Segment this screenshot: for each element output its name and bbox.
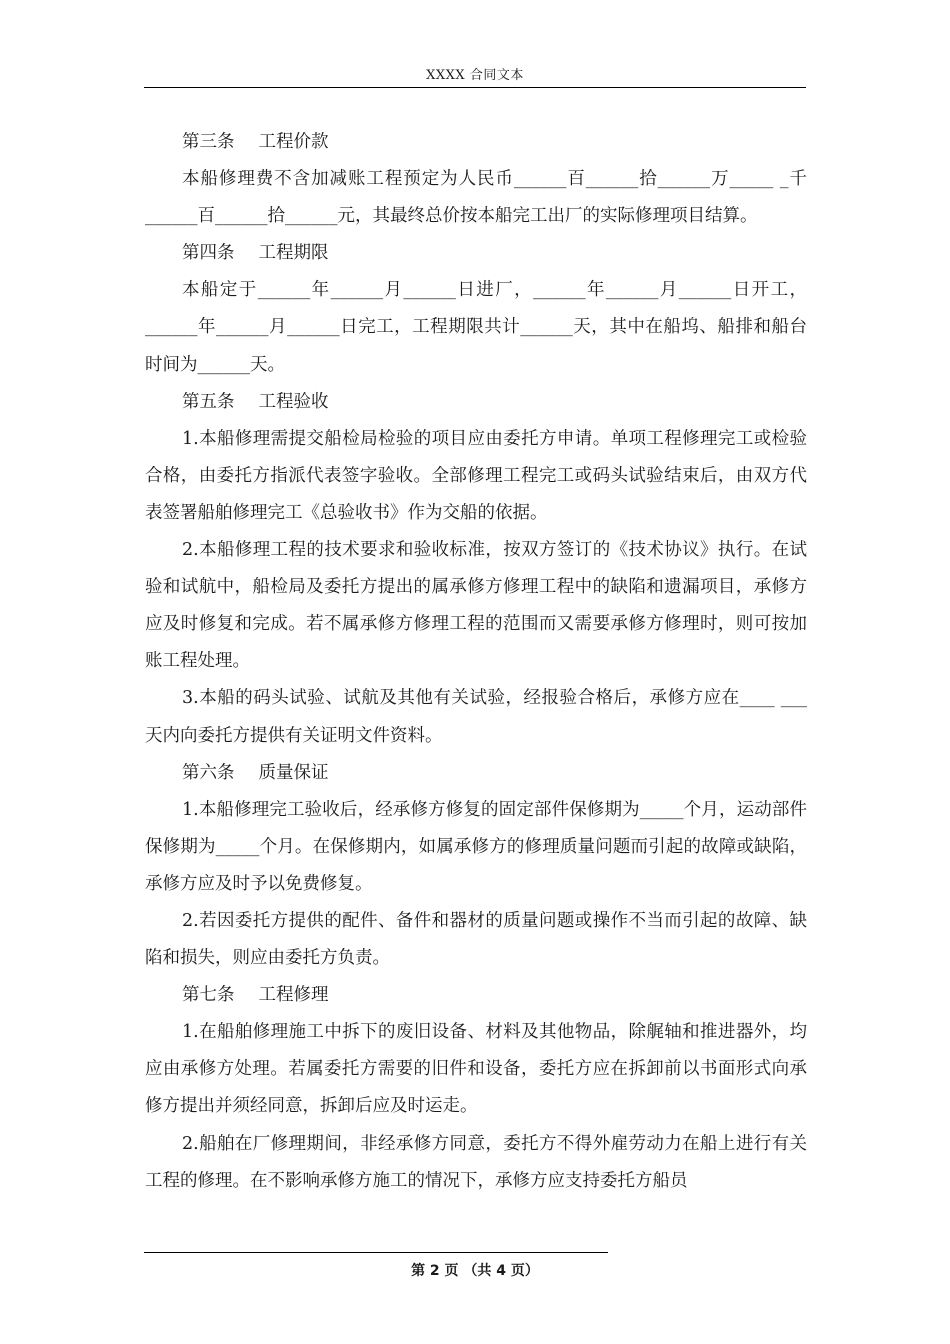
section-number: 第五条 [182, 391, 235, 412]
section-heading [145, 235, 807, 272]
paragraph: 1.在船舶修理施工中拆下的废旧设备、材料及其他物品，除艉轴和推进器外，均应由承修方处理。若属委托方需要的旧件和设备，委托方应在拆卸前以书面形式向承修方提出并须经同意，拆卸后应及时运走。 [145, 1022, 807, 1117]
paragraph: 2.船舶在厂修理期间，非经承修方同意，委托方不得外雇劳动力在船上进行有关工程的修理。在不影响承修方施工的情况下，承修方应支持委托方船员 [145, 1133, 807, 1191]
header-divider [144, 87, 806, 88]
footer-divider [144, 1252, 608, 1253]
paragraph: 1.本船修理完工验收后，经承修方修复的固定部件保修期为_____个月，运动部件保修期为_____个月。在保修期内，如属承修方的修理质量问题而引起的故障或缺陷，承修方应及时予以免费修复。 [145, 799, 807, 894]
page-header-title: XXXX 合同文本 [426, 68, 524, 83]
section-heading [145, 977, 807, 1014]
paragraph: 本船修理费不含加减账工程预定为人民币______百______拾______万_____ _千______百______拾______元，其最终总价按本船完工出厂的实际修理项目结算。 [145, 169, 807, 227]
section-title: 工程期限 [258, 243, 329, 264]
section-title: 工程价款 [258, 132, 329, 152]
paragraph: 2.若因委托方提供的配件、备件和器材的质量问题或操作不当而引起的故障、缺陷和损失，则应由委托方负责。 [145, 910, 807, 969]
section-number: 第六条 [182, 762, 235, 783]
paragraph: 3.本船的码头试验、试航及其他有关试验，经报验合格后，承修方应在____ ___天内向委托方提供有关证明文件资料。 [145, 688, 807, 746]
section-title: 工程验收 [258, 391, 329, 412]
section-number: 第三条 [182, 132, 235, 152]
section-number: 第七条 [182, 985, 235, 1006]
section-heading [145, 384, 807, 421]
section-heading [145, 755, 807, 792]
paragraph: 1.本船修理需提交船检局检验的项目应由委托方申请。单项工程修理完工或检验合格，由委托方指派代表签字验收。全部修理工程完工或码头试验结束后，由双方代表签署船舶修理完工《总验收书》作为交船的依据。 [145, 428, 807, 523]
section-heading [145, 124, 807, 161]
paragraph: 2.本船修理工程的技术要求和验收标准，按双方签订的《技术协议》执行。在试验和试航中，船检局及委托方提出的属承修方修理工程中的缺陷和遗漏项目，承修方应及时修复和完成。若不属承修方修理工程的范围而又需要承修方修理时，则可按加账工程处理。 [145, 540, 807, 672]
section-title: 质量保证 [258, 762, 329, 783]
contract-body [145, 124, 807, 1200]
section-title: 工程修理 [258, 985, 329, 1006]
paragraph: 本船定于______年______月______日进厂，______年______月______日开工，______年______月______日完工，工程期限共计______天，其中在船坞、船排和船台时间为______天。 [145, 280, 807, 375]
section-number: 第四条 [182, 243, 235, 264]
page-number: 第 2 页 （共 4 页） [411, 1263, 539, 1279]
